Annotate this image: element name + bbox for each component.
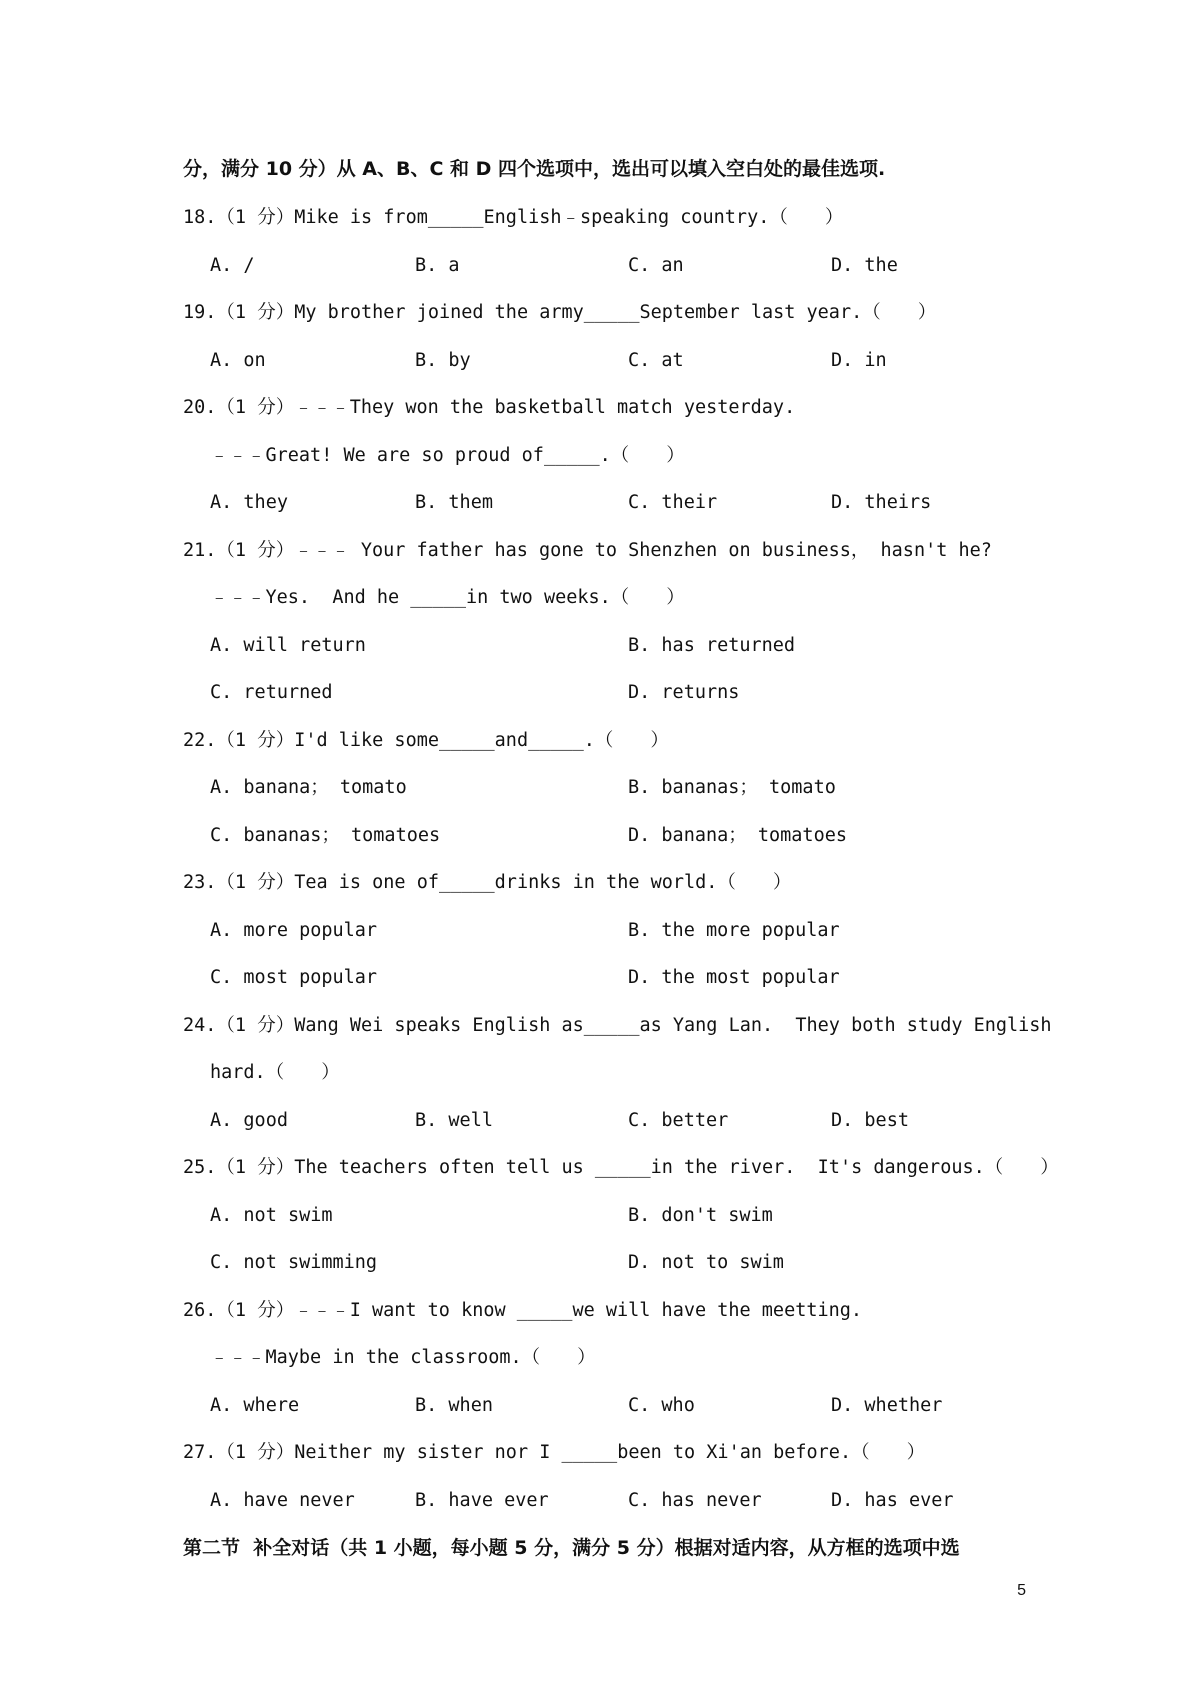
option-a: A. will return (210, 635, 366, 656)
option-a: A. not swim (210, 1205, 333, 1226)
question-24-stem: 24.（1 分）Wang Wei speaks English as_____as Yang Lan. They both study English (183, 1015, 1052, 1036)
question-24-stem-cont: hard.（ ） (210, 1062, 340, 1083)
question-23-options-row1 (210, 916, 1030, 946)
option-c: C. their (628, 492, 718, 513)
question-19-stem: 19.（1 分）My brother joined the army_____September last year.（ ） (183, 302, 937, 323)
option-b: B. don't swim (628, 1205, 773, 1226)
option-d: D. returns (628, 682, 740, 703)
option-c: C. better (628, 1110, 729, 1131)
option-b: B. a (415, 255, 460, 276)
page-number: 5 (1017, 1582, 1026, 1599)
question-26-stem: 26.（1 分）﹣﹣﹣I want to know _____we will have the meetting. (183, 1300, 863, 1321)
option-c: C. most popular (210, 967, 378, 988)
option-c: C. not swimming (210, 1252, 378, 1273)
option-b: B. has returned (628, 635, 796, 656)
question-21-stem-reply: ﹣﹣﹣Yes. And he _____in two weeks.（ ） (210, 587, 685, 608)
option-d: D. best (831, 1110, 909, 1131)
question-21-options-row2 (210, 678, 1030, 708)
option-c: C. at (628, 350, 684, 371)
option-c: C. bananas； tomatoes (210, 825, 441, 846)
option-b: B. have ever (415, 1490, 549, 1511)
option-c: C. returned (210, 682, 333, 703)
question-26-stem-reply: ﹣﹣﹣Maybe in the classroom.（ ） (210, 1347, 596, 1368)
option-d: D. not to swim (628, 1252, 784, 1273)
option-d: D. theirs (831, 492, 932, 513)
option-c: C. has never (628, 1490, 762, 1511)
option-b: B. the more popular (628, 920, 840, 941)
question-25-options-row2 (210, 1248, 1030, 1278)
option-a: A. / (210, 255, 255, 276)
option-c: C. who (628, 1395, 695, 1416)
option-d: D. has ever (831, 1490, 954, 1511)
question-21-stem: 21.（1 分）﹣﹣﹣ Your father has gone to Shenzhen on business， hasn't he? (183, 540, 992, 561)
option-a: A. they (210, 492, 288, 513)
question-22-options-row2 (210, 821, 1030, 851)
question-20-stem: 20.（1 分）﹣﹣﹣They won the basketball match yesterday. (183, 397, 796, 418)
option-a: A. where (210, 1395, 300, 1416)
question-22-options-row1 (210, 773, 1030, 803)
option-d: D. the most popular (628, 967, 840, 988)
option-a: A. have never (210, 1490, 355, 1511)
option-b: B. by (415, 350, 471, 371)
option-c: C. an (628, 255, 684, 276)
question-27-stem: 27.（1 分）Neither my sister nor I _____been to Xi'an before.（ ） (183, 1442, 926, 1463)
question-18-options (210, 251, 1030, 281)
option-d: D. the (831, 255, 898, 276)
section-instruction: 分，满分 10 分）从 A、B、C 和 D 四个选项中，选出可以填入空白处的最佳选项. (183, 158, 886, 180)
option-b: B. them (415, 492, 493, 513)
question-25-options-row1 (210, 1201, 1030, 1231)
question-24-options (210, 1106, 1030, 1136)
option-d: D. whether (831, 1395, 943, 1416)
option-a: A. more popular (210, 920, 378, 941)
option-b: B. bananas； tomato (628, 777, 836, 798)
option-d: D. in (831, 350, 887, 371)
question-23-stem: 23.（1 分）Tea is one of_____drinks in the world.（ ） (183, 872, 792, 893)
option-d: D. banana； tomatoes (628, 825, 847, 846)
question-20-options (210, 488, 1030, 518)
question-18-stem: 18.（1 分）Mike is from_____English﹣speaking country.（ ） (183, 207, 844, 228)
option-a: A. good (210, 1110, 288, 1131)
option-a: A. banana； tomato (210, 777, 407, 798)
option-a: A. on (210, 350, 266, 371)
question-27-options (210, 1486, 1030, 1516)
question-20-stem-reply: ﹣﹣﹣Great! We are so proud of_____.（ ） (210, 445, 685, 466)
question-25-stem: 25.（1 分）The teachers often tell us _____in the river. It's dangerous.（ ） (183, 1157, 1059, 1178)
option-b: B. well (415, 1110, 493, 1131)
question-26-options (210, 1391, 1030, 1421)
question-19-options (210, 346, 1030, 376)
question-21-options-row1 (210, 631, 1030, 661)
question-23-options-row2 (210, 963, 1030, 993)
option-b: B. when (415, 1395, 493, 1416)
question-22-stem: 22.（1 分）I'd like some_____and_____.（ ） (183, 730, 669, 751)
section-two-heading: 第二节 补全对话（共 1 小题，每小题 5 分，满分 5 分）根据对适内容，从方框的选项中选 (183, 1537, 960, 1559)
